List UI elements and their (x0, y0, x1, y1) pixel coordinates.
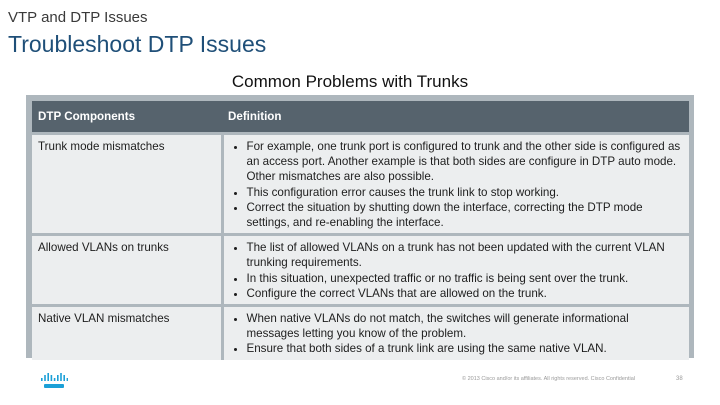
row-definition (222, 306, 689, 360)
bullet-item: • For example, one trunk port is configured to trunk and the other side is configured as an access port. Another example is that both sides are configure in DTP auto mode. Other mismatches are also possible. (247, 139, 684, 185)
copyright-notice: © 2013 Cisco and/or its affiliates. All rights reserved. Cisco Confidential (462, 376, 636, 382)
row-component: Trunk mode mismatches (32, 134, 222, 235)
bullet-item: • This configuration error causes the trunk link to stop working. (247, 185, 684, 200)
bullet-item: • The list of allowed VLANs on a trunk has not been updated with the current VLAN trunking requirements. (247, 240, 684, 270)
row-definition (222, 235, 689, 306)
column-header-components: DTP Components (32, 101, 222, 134)
cisco-logo-icon (40, 372, 68, 390)
bullet-list (230, 311, 684, 357)
row-component: Native VLAN mismatches (32, 306, 222, 360)
bullet-list (230, 139, 684, 230)
bullet-item: • When native VLANs do not match, the switches will generate informational messages letting you know of the problem. (247, 311, 684, 341)
row-definition (222, 134, 689, 235)
bullet-item: • In this situation, unexpected traffic or no traffic is being sent over the trunk. (247, 271, 684, 286)
bullet-item: • Configure the correct VLANs that are allowed on the trunk. (247, 286, 684, 301)
table (32, 101, 689, 360)
page-number: 38 (676, 376, 683, 382)
table-row (32, 235, 689, 306)
bullet-list (230, 240, 684, 301)
table-header-row (32, 101, 689, 134)
trunk-problems-table (26, 95, 694, 358)
slide-title: Troubleshoot DTP Issues (8, 31, 267, 57)
table-caption: Common Problems with Trunks (231, 72, 469, 91)
section-kicker: VTP and DTP Issues (8, 9, 148, 26)
row-component: Allowed VLANs on trunks (32, 235, 222, 306)
table-row (32, 134, 689, 235)
bullet-item: • Ensure that both sides of a trunk link are using the same native VLAN. (247, 341, 684, 356)
table-row (32, 306, 689, 360)
column-header-definition: Definition (222, 101, 689, 134)
bullet-item: • Correct the situation by shutting down the interface, correcting the DTP mode settings, and re-enabling the interface. (247, 200, 684, 230)
